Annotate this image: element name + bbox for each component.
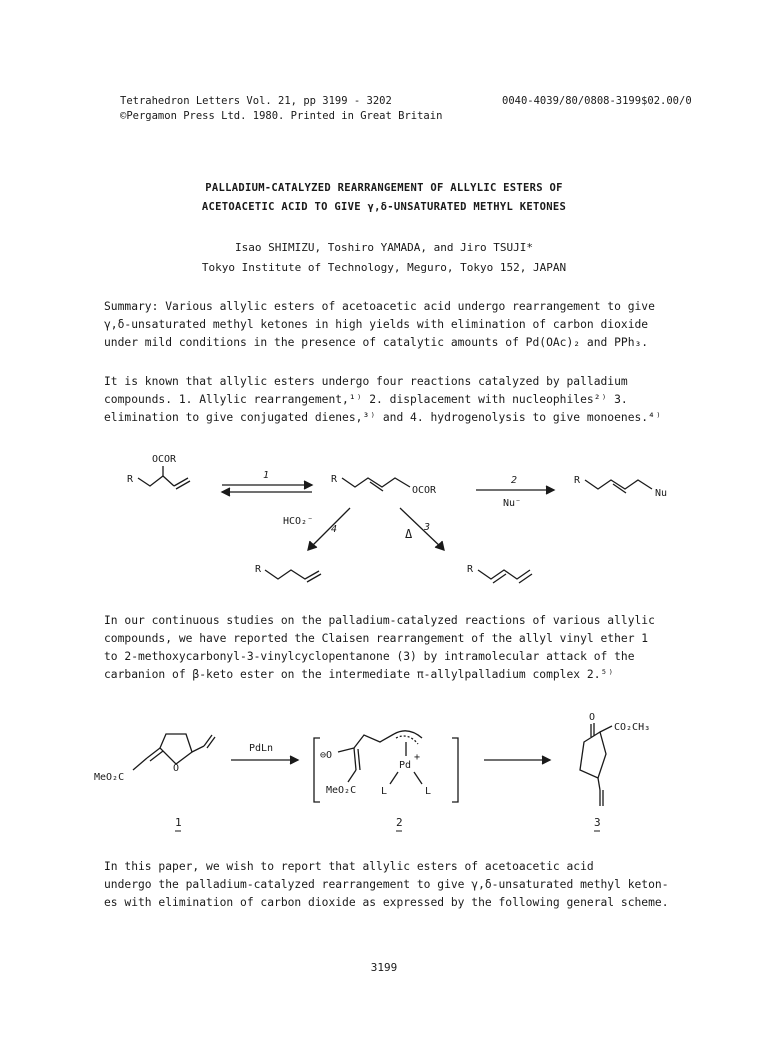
author-affiliation: Tokyo Institute of Technology, Meguro, Tokyo 152, JAPAN bbox=[201, 261, 567, 274]
article-title-line-1: PALLADIUM-CATALYZED REARRANGEMENT OF ALLYLIC ESTERS OF bbox=[205, 182, 563, 194]
author-names: Isao SHIMIZU, Toshiro YAMADA, and Jiro TSUJI* bbox=[234, 241, 533, 254]
report-paragraph bbox=[104, 858, 669, 912]
ester-bond bbox=[133, 758, 147, 770]
summary-line: γ,δ-unsaturated methyl ketones in high yields with elimination of carbon dioxide bbox=[104, 318, 649, 331]
cyclopentanone-ring bbox=[580, 732, 606, 778]
exocyclic-double-bond bbox=[147, 748, 160, 758]
page-number: 3199 bbox=[370, 961, 398, 974]
intro-line: compounds. 1. Allylic rearrangement,¹⁾ 2. displacement with nucleophiles²⁾ 3. bbox=[104, 393, 628, 406]
ocor-label: OCOR bbox=[412, 485, 437, 496]
left-bracket bbox=[314, 738, 320, 802]
formate-label: HCO₂⁻ bbox=[283, 516, 314, 527]
paragraph-line: compounds, we have reported the Claisen rearrangement of the allyl vinyl ether 1 bbox=[104, 632, 649, 645]
r-group-label: R bbox=[467, 564, 474, 575]
nucleophile-label: Nu⁻ bbox=[503, 498, 522, 509]
vinyl-bond bbox=[192, 746, 204, 752]
publisher-line: ©Pergamon Press Ltd. 1980. Printed in Great Britain bbox=[120, 110, 443, 122]
r-group-label: R bbox=[255, 564, 262, 575]
paragraph-line: In our continuous studies on the palladium-catalyzed reactions of various allylic bbox=[104, 614, 655, 627]
step-4-label: 4 bbox=[331, 524, 338, 535]
paragraph-line: In this paper, we wish to report that allylic esters of acetoacetic acid bbox=[104, 860, 594, 873]
compound-label-3: 3 bbox=[594, 816, 601, 829]
paragraph-line: es with elimination of carbon dioxide as expressed by the following general scheme. bbox=[104, 896, 669, 909]
r-group-label: R bbox=[574, 475, 581, 486]
ring-oxygen-label: O bbox=[173, 763, 180, 774]
nu-label: Nu bbox=[655, 488, 668, 499]
paragraph-line: undergo the palladium-catalyzed rearrangement to give γ,δ-unsaturated methyl keton- bbox=[104, 878, 669, 891]
thf-ring bbox=[160, 734, 192, 764]
ocor-label: OCOR bbox=[152, 454, 177, 465]
compound-label-1: 1 bbox=[175, 816, 182, 829]
paragraph-line: carbanion of β-keto ester on the intermediate π-allylpalladium complex 2.⁵⁾ bbox=[104, 668, 615, 681]
journal-line: Tetrahedron Letters Vol. 21, pp 3199 - 3202 bbox=[120, 95, 392, 107]
right-bracket bbox=[452, 738, 458, 802]
step-2-label: 2 bbox=[511, 475, 518, 486]
ligand-label: L bbox=[425, 786, 432, 797]
alkyl-chain bbox=[354, 734, 394, 748]
enolate-label: ⊖O bbox=[320, 750, 333, 761]
paragraph-line: to 2-methoxycarbonyl-3-vinylcyclopentanone (3) by intramolecular attack of the bbox=[104, 650, 635, 663]
intro-line: elimination to give conjugated dienes,³⁾ and 4. hydrogenolysis to give monoenes.⁴⁾ bbox=[104, 411, 662, 424]
step-1-label: 1 bbox=[263, 470, 270, 481]
r-group-label: R bbox=[127, 474, 134, 485]
article-title-line-2: ACETOACETIC ACID TO GIVE γ,δ-UNSATURATED METHYL KETONES bbox=[201, 201, 567, 213]
compound-label-2: 2 bbox=[396, 816, 403, 829]
summary-line: Summary: Various allylic esters of acetoacetic acid undergo rearrangement to give bbox=[104, 300, 655, 313]
ester-label: MeO₂C bbox=[326, 785, 357, 796]
catalyst-label: PdLn bbox=[249, 743, 274, 754]
article-code: 0040-4039/80/0808-3199$02.00/0 bbox=[502, 95, 692, 107]
heat-label: Δ bbox=[405, 527, 413, 541]
step-3-label: 3 bbox=[424, 522, 431, 533]
vinyl-bond bbox=[598, 778, 600, 790]
charge-label: + bbox=[414, 752, 421, 763]
ester-label: MeO₂C bbox=[94, 772, 125, 783]
r-group-label: R bbox=[331, 474, 338, 485]
summary-line: under mild conditions in the presence of catalytic amounts of Pd(OAc)₂ and PPh₃. bbox=[104, 336, 649, 349]
ketone-oxygen-label: O bbox=[589, 712, 596, 723]
intro-line: It is known that allylic esters undergo four reactions catalyzed by palladium bbox=[104, 375, 628, 388]
ligand-label: L bbox=[381, 786, 388, 797]
methyl-ester-label: CO₂CH₃ bbox=[614, 722, 651, 733]
palladium-label: Pd bbox=[399, 760, 412, 771]
